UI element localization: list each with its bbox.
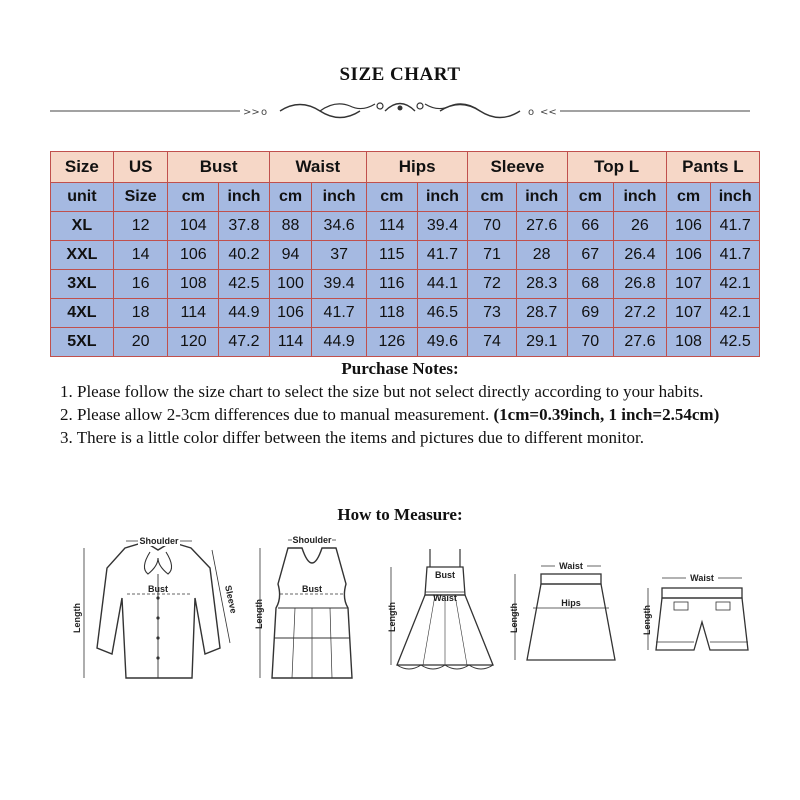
waist-label: Waist (433, 593, 457, 603)
table-cell: 34.6 (312, 212, 367, 241)
table-cell: 42.5 (219, 270, 270, 299)
table-cell: 72 (468, 270, 517, 299)
table-cell: 108 (666, 328, 711, 357)
table-cell: 106 (666, 212, 711, 241)
table-cell: 42.1 (711, 299, 760, 328)
table-cell: 70 (567, 328, 614, 357)
size-label-cell: XXL (51, 241, 114, 270)
table-cell: 12 (113, 212, 168, 241)
waist-label: Waist (559, 561, 583, 571)
skirt-diagram (505, 548, 625, 673)
unit-cell: inch (312, 183, 367, 212)
table-cell: 114 (366, 212, 417, 241)
table-cell: 116 (366, 270, 417, 299)
unit-cell: cm (666, 183, 711, 212)
note-2-conversion: (1cm=0.39inch, 1 inch=2.54cm) (493, 405, 720, 424)
shoulder-label: Shoulder (292, 535, 332, 545)
table-cell: 26 (614, 212, 667, 241)
unit-cell: inch (711, 183, 760, 212)
table-row (51, 328, 760, 357)
note-3: 3. There is a little color differ between the items and pictures due to different monitor. (60, 428, 644, 447)
table-cell: 94 (269, 241, 312, 270)
unit-cell: cm (168, 183, 219, 212)
waist-label: Waist (690, 573, 714, 583)
bust-label: Bust (435, 570, 455, 580)
table-cell: 16 (113, 270, 168, 299)
unit-cell: unit (51, 183, 114, 212)
table-cell: 106 (168, 241, 219, 270)
header-top-length: Top L (567, 152, 666, 183)
table-cell: 27.2 (614, 299, 667, 328)
svg-text:<<: << (540, 107, 557, 118)
table-cell: 104 (168, 212, 219, 241)
size-label-cell: 5XL (51, 328, 114, 357)
table-cell: 106 (666, 241, 711, 270)
table-cell: 44.9 (219, 299, 270, 328)
table-cell: 120 (168, 328, 219, 357)
size-chart-table (50, 151, 760, 357)
table-cell: 39.4 (417, 212, 468, 241)
header-size: Size (51, 152, 114, 183)
table-cell: 71 (468, 241, 517, 270)
table-unit-row (51, 183, 760, 212)
purchase-notes-title: Purchase Notes: (341, 359, 459, 378)
note-1: 1. Please follow the size chart to select the size but not select directly according to your habits. (60, 382, 704, 401)
table-cell: 41.7 (417, 241, 468, 270)
header-sleeve: Sleeve (468, 152, 567, 183)
table-cell: 41.7 (312, 299, 367, 328)
table-cell: 69 (567, 299, 614, 328)
table-cell: 28.7 (516, 299, 567, 328)
table-cell: 27.6 (516, 212, 567, 241)
unit-cell: Size (113, 183, 168, 212)
table-cell: 26.8 (614, 270, 667, 299)
shoulder-label: Shoulder (139, 536, 179, 546)
unit-cell: cm (269, 183, 312, 212)
note-2-text: 2. Please allow 2-3cm differences due to manual measurement. (60, 405, 490, 424)
table-cell: 47.2 (219, 328, 270, 357)
table-cell: 28.3 (516, 270, 567, 299)
unit-cell: inch (219, 183, 270, 212)
table-cell: 20 (113, 328, 168, 357)
table-cell: 107 (666, 299, 711, 328)
table-cell: 40.2 (219, 241, 270, 270)
shorts-diagram (640, 560, 765, 665)
table-cell: 115 (366, 241, 417, 270)
note-2 (60, 403, 760, 426)
table-cell: 108 (168, 270, 219, 299)
svg-text:o: o (261, 107, 268, 118)
table-cell: 114 (168, 299, 219, 328)
table-cell: 66 (567, 212, 614, 241)
table-cell: 41.7 (711, 212, 760, 241)
table-row (51, 299, 760, 328)
table-cell: 49.6 (417, 328, 468, 357)
purchase-notes (60, 380, 760, 449)
table-cell: 100 (269, 270, 312, 299)
length-label: Length (509, 603, 519, 633)
table-cell: 70 (468, 212, 517, 241)
table-header-row (51, 152, 760, 183)
table-cell: 27.6 (614, 328, 667, 357)
table-cell: 67 (567, 241, 614, 270)
table-cell: 42.1 (711, 270, 760, 299)
table-cell: 14 (113, 241, 168, 270)
table-cell: 37 (312, 241, 367, 270)
table-row (51, 241, 760, 270)
table-cell: 42.5 (711, 328, 760, 357)
how-to-measure-title: How to Measure: (337, 505, 463, 524)
table-cell: 37.8 (219, 212, 270, 241)
svg-text:>>: >> (243, 107, 260, 118)
bust-label: Bust (302, 584, 322, 594)
table-cell: 28 (516, 241, 567, 270)
tank-top-diagram (250, 528, 375, 693)
svg-text:o: o (528, 107, 535, 118)
table-cell: 68 (567, 270, 614, 299)
size-label-cell: XL (51, 212, 114, 241)
unit-cell: inch (516, 183, 567, 212)
table-cell: 44.9 (312, 328, 367, 357)
unit-cell: inch (417, 183, 468, 212)
header-waist: Waist (269, 152, 366, 183)
header-pants-length: Pants L (666, 152, 759, 183)
header-hips: Hips (366, 152, 467, 183)
table-cell: 46.5 (417, 299, 468, 328)
table-row (51, 212, 760, 241)
dress-diagram (385, 545, 500, 680)
length-label: Length (72, 603, 82, 633)
table-cell: 41.7 (711, 241, 760, 270)
table-cell: 73 (468, 299, 517, 328)
length-label: Length (387, 602, 397, 632)
table-row (51, 270, 760, 299)
table-cell: 18 (113, 299, 168, 328)
table-cell: 114 (269, 328, 312, 357)
table-cell: 74 (468, 328, 517, 357)
page-title: SIZE CHART (339, 64, 461, 85)
table-cell: 39.4 (312, 270, 367, 299)
bust-label: Bust (148, 584, 168, 594)
table-cell: 26.4 (614, 241, 667, 270)
table-cell: 29.1 (516, 328, 567, 357)
hips-label: Hips (561, 598, 581, 608)
header-bust: Bust (168, 152, 269, 183)
header-us: US (113, 152, 168, 183)
table-cell: 107 (666, 270, 711, 299)
table-cell: 118 (366, 299, 417, 328)
length-label: Length (254, 599, 264, 629)
ornament-divider (50, 94, 750, 128)
unit-cell: cm (468, 183, 517, 212)
size-label-cell: 4XL (51, 299, 114, 328)
unit-cell: cm (366, 183, 417, 212)
table-cell: 88 (269, 212, 312, 241)
sleeve-label: Sleeve (223, 584, 239, 615)
table-cell: 44.1 (417, 270, 468, 299)
blouse-diagram (70, 528, 245, 693)
unit-cell: inch (614, 183, 667, 212)
table-cell: 106 (269, 299, 312, 328)
length-label: Length (642, 605, 652, 635)
size-label-cell: 3XL (51, 270, 114, 299)
unit-cell: cm (567, 183, 614, 212)
table-cell: 126 (366, 328, 417, 357)
